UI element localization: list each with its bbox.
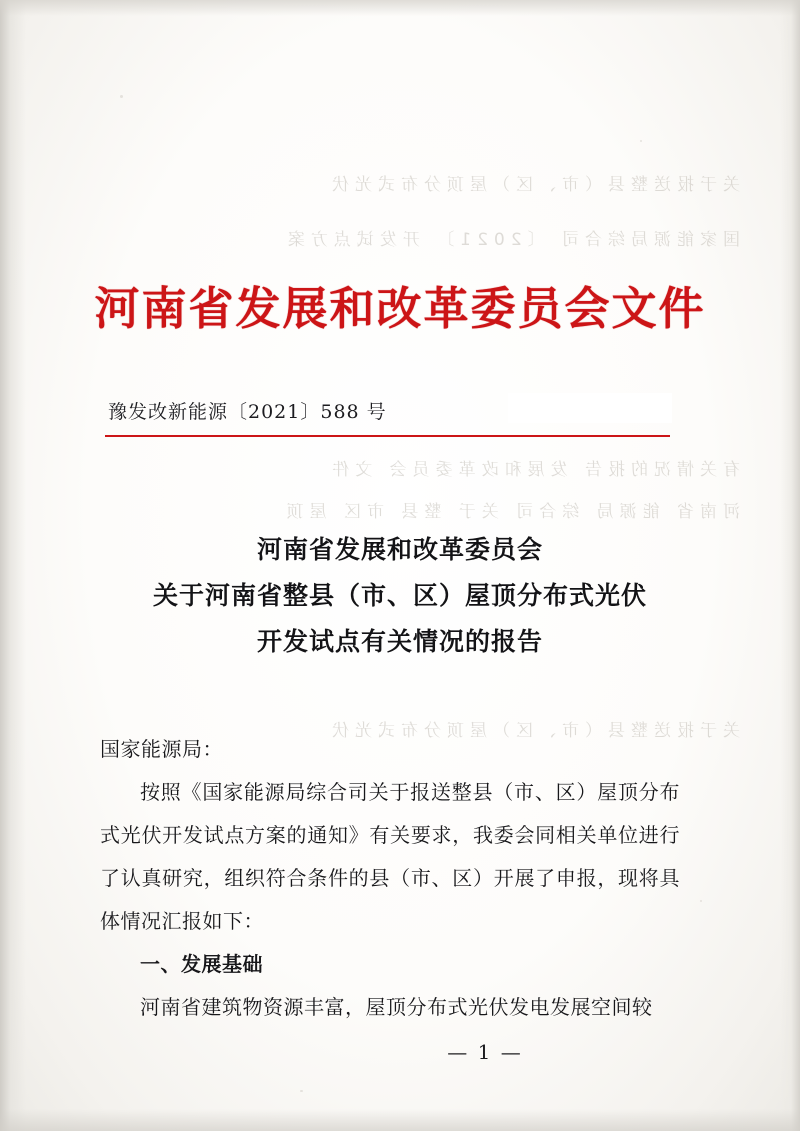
scan-speckle xyxy=(300,1090,303,1092)
page-number: — 1 — xyxy=(447,1040,523,1064)
scan-speckle xyxy=(640,140,642,142)
redaction-block xyxy=(508,393,672,423)
title-line-2: 关于河南省整县（市、区）屋顶分布式光伏 xyxy=(152,581,647,610)
section-heading: 一、发展基础 xyxy=(140,952,263,976)
bleed-through-line: 关于报送整县（市、区）屋顶分布式光伏 xyxy=(326,175,740,195)
document-masthead: 河南省发展和改革委员会文件 xyxy=(94,282,706,335)
document-body xyxy=(100,728,680,1029)
document-number: 豫发改新能源〔2021〕588 号 xyxy=(108,401,387,423)
body-paragraph-2: 河南省建筑物资源丰富，屋顶分布式光伏发电发展空间较 xyxy=(140,995,653,1019)
scan-speckle xyxy=(120,95,123,98)
scan-speckle xyxy=(700,900,702,902)
red-horizontal-rule xyxy=(105,435,670,437)
bleed-through-line: 有关情况的报告 发展和改革委员会 文件 xyxy=(326,460,740,480)
title-line-3: 开发试点有关情况的报告 xyxy=(256,627,543,656)
bleed-through-line: 国家能源局综合司 〔2021〕 开发试点方案 xyxy=(281,230,740,250)
bleed-through-line: 河南省 能源局 综合司 关于 整县 市区 屋顶 xyxy=(280,502,740,522)
body-paragraph-1: 按照《国家能源局综合司关于报送整县（市、区）屋顶分布式光伏开发试点方案的通知》有关要求，我委会同相关单位进行了认真研究，组织符合条件的县（市、区）开展了申报，现将具体情况汇报如下： xyxy=(100,780,680,933)
bleed-through-line: 关于报送整县（市、区）屋顶分布式光伏 xyxy=(326,721,740,741)
salutation: 国家能源局： xyxy=(100,737,223,761)
title-line-1: 河南省发展和改革委员会 xyxy=(256,535,543,564)
document-title xyxy=(0,527,800,665)
